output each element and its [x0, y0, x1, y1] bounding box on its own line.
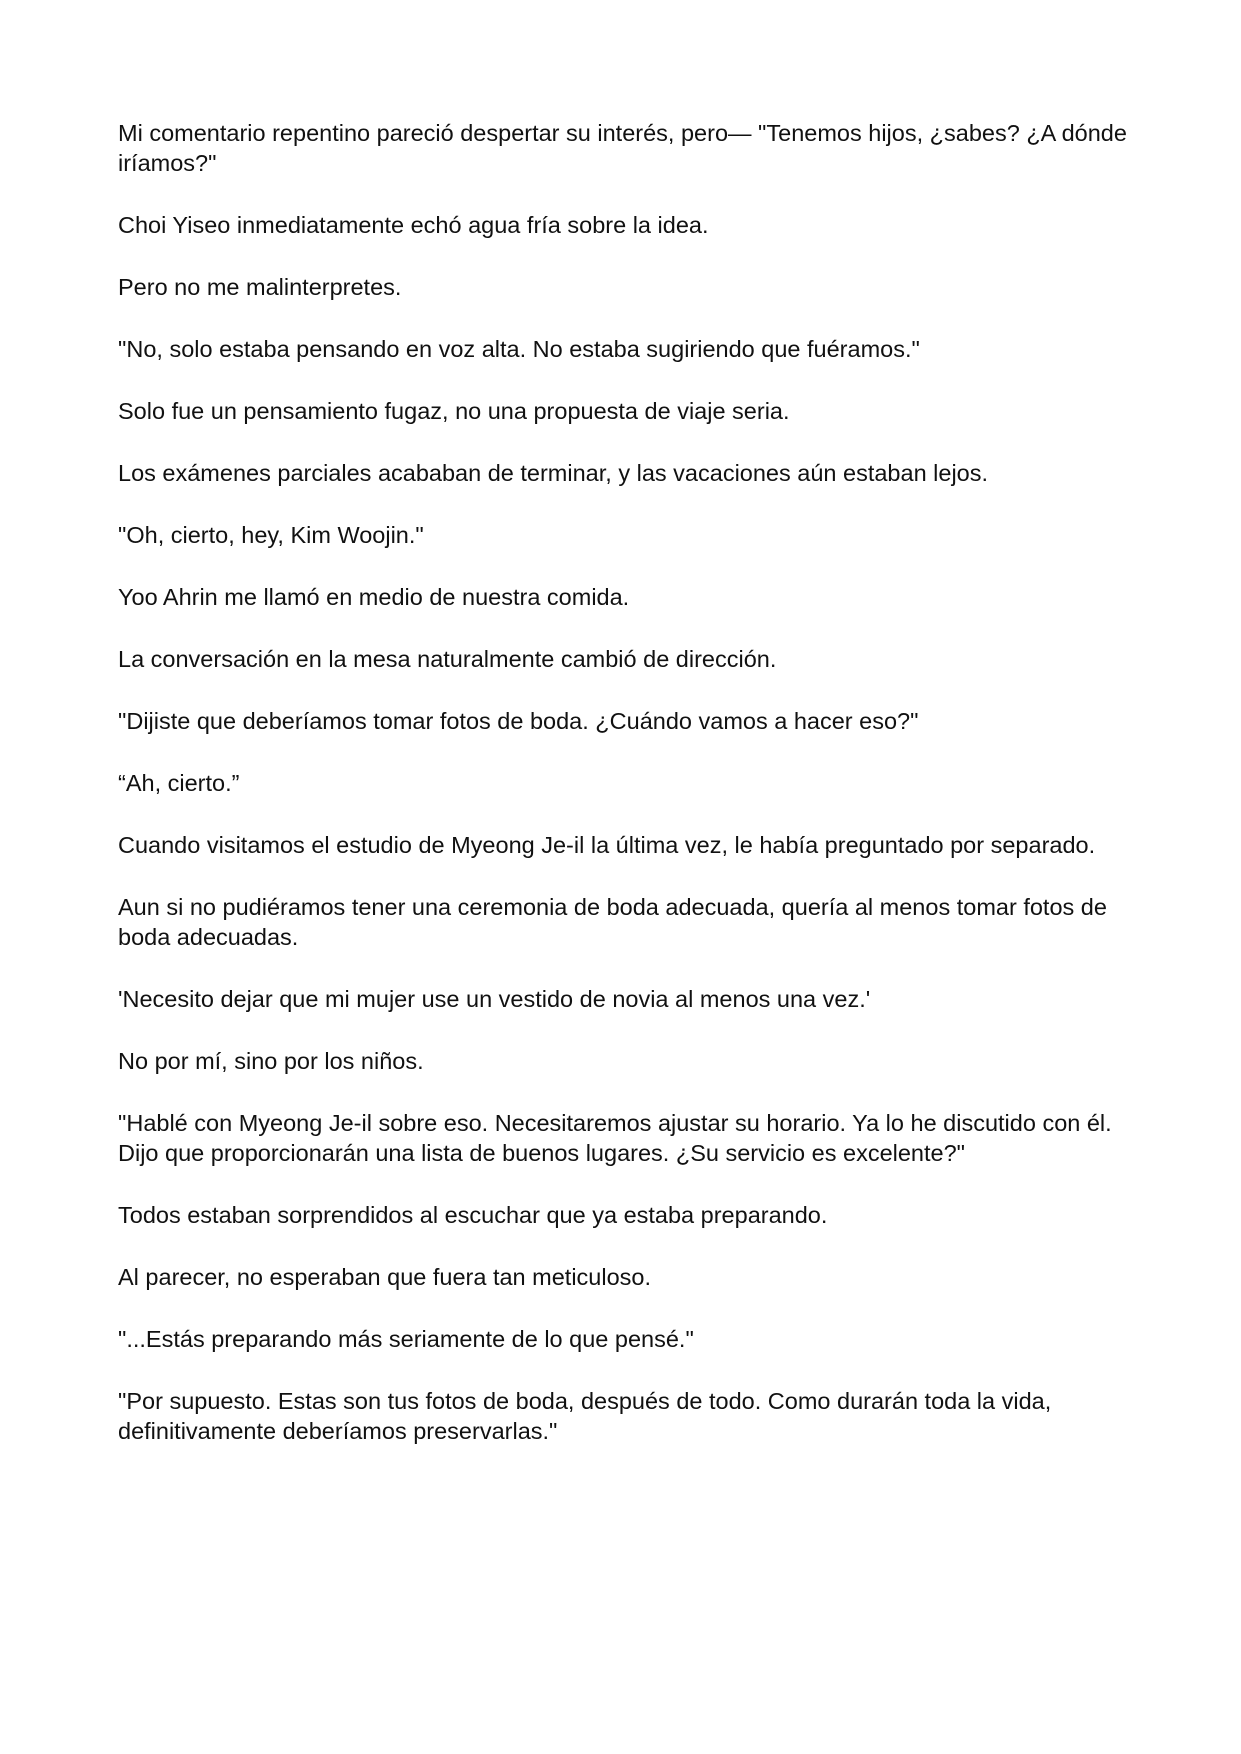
paragraph: Choi Yiseo inmediatamente echó agua fría sobre la idea.: [118, 212, 709, 238]
paragraph: "Por supuesto. Estas son tus fotos de boda, después de todo. Como durarán toda la vida, definitivamente deberíamos preservarlas.": [118, 1388, 1058, 1444]
paragraph: "No, solo estaba pensando en voz alta. No estaba sugiriendo que fuéramos.": [118, 336, 920, 362]
paragraph: "Hablé con Myeong Je-il sobre eso. Necesitaremos ajustar su horario. Ya lo he discutido con él. Dijo que proporcionarán una lista de buenos lugares. ¿Su servicio es excelente?": [118, 1110, 1119, 1166]
paragraph: Pero no me malinterpretes.: [118, 274, 402, 300]
paragraph: No por mí, sino por los niños.: [118, 1048, 424, 1074]
paragraph: "Oh, cierto, hey, Kim Woojin.": [118, 522, 424, 548]
paragraph: Solo fue un pensamiento fugaz, no una propuesta de viaje seria.: [118, 398, 790, 424]
paragraph: Los exámenes parciales acababan de terminar, y las vacaciones aún estaban lejos.: [118, 460, 989, 486]
paragraph: "Dijiste que deberíamos tomar fotos de boda. ¿Cuándo vamos a hacer eso?": [118, 708, 919, 734]
paragraph: Todos estaban sorprendidos al escuchar que ya estaba preparando.: [118, 1202, 828, 1228]
paragraph: La conversación en la mesa naturalmente cambió de dirección.: [118, 646, 777, 672]
paragraph: 'Necesito dejar que mi mujer use un vestido de novia al menos una vez.': [118, 986, 871, 1012]
paragraph: “Ah, cierto.”: [118, 770, 240, 796]
paragraph: Al parecer, no esperaban que fuera tan meticuloso.: [118, 1264, 652, 1290]
paragraph: Cuando visitamos el estudio de Myeong Je-il la última vez, le había preguntado por separado.: [118, 832, 1096, 858]
paragraph: Yoo Ahrin me llamó en medio de nuestra comida.: [118, 584, 630, 610]
paragraph: Mi comentario repentino pareció despertar su interés, pero— "Tenemos hijos, ¿sabes? ¿A dónde iríamos?": [118, 120, 1134, 176]
paragraph: "...Estás preparando más seriamente de lo que pensé.": [118, 1326, 694, 1352]
document-body: [118, 118, 1134, 1478]
paragraph: Aun si no pudiéramos tener una ceremonia de boda adecuada, quería al menos tomar fotos de boda adecuadas.: [118, 894, 1114, 950]
